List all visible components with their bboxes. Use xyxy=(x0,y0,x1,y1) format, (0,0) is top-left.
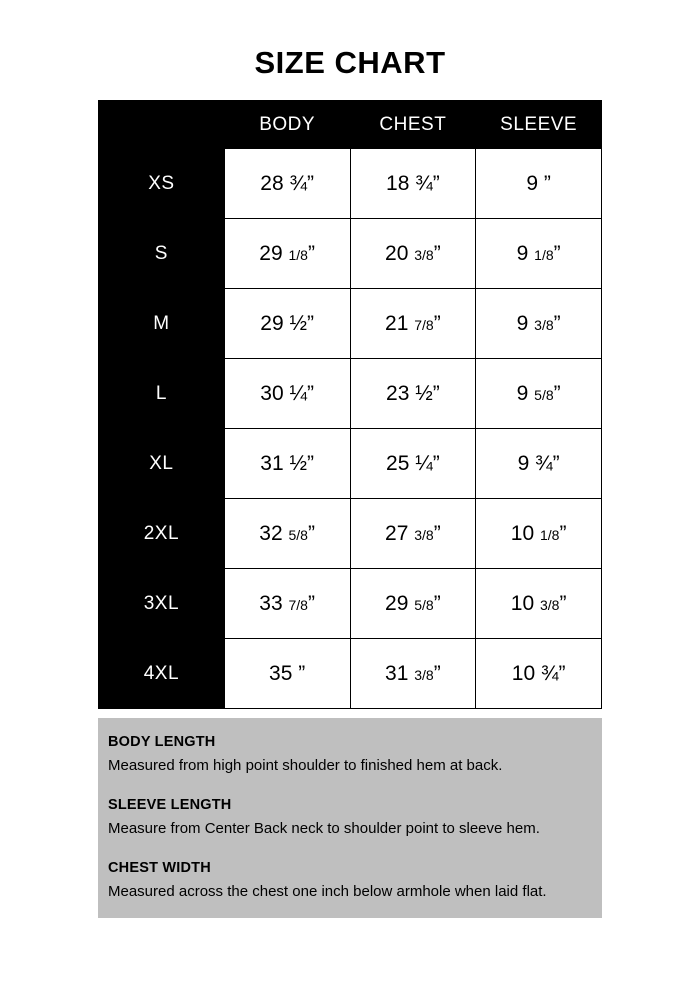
measure-fraction: ¾ xyxy=(540,661,559,685)
measure-whole: 9 xyxy=(516,311,529,335)
body-measurement xyxy=(224,359,350,429)
measure-whole: 10 xyxy=(510,591,535,615)
measure-whole: 25 xyxy=(386,451,410,475)
measure-whole: 27 xyxy=(385,521,409,545)
measure-unit: ” xyxy=(433,311,441,335)
table-header-chest: CHEST xyxy=(350,101,476,149)
measure-unit: ” xyxy=(306,451,314,475)
measure-unit: ” xyxy=(307,241,315,265)
measure-fraction: 3/8 xyxy=(414,666,434,683)
measure-whole: 33 xyxy=(259,591,283,615)
size-label: 4XL xyxy=(99,639,225,709)
sleeve-measurement xyxy=(476,219,602,289)
measure-unit: ” xyxy=(432,171,440,195)
measure-whole: 32 xyxy=(259,521,283,545)
sleeve-measurement xyxy=(476,569,602,639)
size-label: XL xyxy=(99,429,225,499)
size-label: 2XL xyxy=(99,499,225,569)
measure-fraction: 5/8 xyxy=(534,386,554,403)
measure-whole: 29 xyxy=(259,241,283,265)
table-header-row xyxy=(99,101,602,149)
measure-fraction: 1/8 xyxy=(539,526,560,543)
body-measurement xyxy=(224,639,350,709)
sleeve-measurement xyxy=(476,429,602,499)
table-header-sleeve: SLEEVE xyxy=(476,101,602,149)
measure-unit: ” xyxy=(306,311,314,335)
size-chart-table xyxy=(98,100,602,709)
measure-whole: 9 xyxy=(517,451,530,475)
measure-fraction: 5/8 xyxy=(414,596,434,613)
measure-fraction: 3/8 xyxy=(539,596,560,613)
measure-unit: ” xyxy=(559,591,567,615)
table-header xyxy=(99,101,602,149)
chest-measurement xyxy=(350,289,476,359)
sleeve-measurement xyxy=(476,149,602,219)
measure-fraction: 1/8 xyxy=(288,246,308,263)
measure-unit: ” xyxy=(433,591,441,615)
measure-unit: ” xyxy=(306,381,314,405)
size-label: XS xyxy=(99,149,225,219)
sleeve-measurement xyxy=(476,359,602,429)
table-body xyxy=(99,149,602,709)
body-measurement xyxy=(224,289,350,359)
measure-fraction: 5/8 xyxy=(288,526,308,543)
measure-whole: 30 xyxy=(260,381,284,405)
chest-measurement xyxy=(350,429,476,499)
sleeve-measurement xyxy=(476,639,602,709)
chest-measurement xyxy=(350,219,476,289)
body-measurement xyxy=(224,219,350,289)
measure-whole: 35 xyxy=(269,661,293,685)
measure-fraction: 3/8 xyxy=(414,246,434,263)
measure-unit: ” xyxy=(432,451,440,475)
table-row xyxy=(99,219,602,289)
measure-unit: ” xyxy=(543,171,551,195)
measure-fraction: ¼ xyxy=(415,451,433,475)
body-measurement xyxy=(224,149,350,219)
note-text: Measure from Center Back neck to shoulder point to sleeve hem. xyxy=(108,819,540,837)
table-row xyxy=(99,289,602,359)
measure-whole: 20 xyxy=(385,241,409,265)
measure-whole: 31 xyxy=(385,661,409,685)
measure-unit: ” xyxy=(432,381,440,405)
note-heading: CHEST WIDTH xyxy=(108,859,211,876)
measure-whole: 29 xyxy=(385,591,409,615)
table-row xyxy=(99,639,602,709)
table-row xyxy=(99,149,602,219)
table-row xyxy=(99,499,602,569)
measure-unit: ” xyxy=(553,381,561,405)
note-heading: BODY LENGTH xyxy=(108,734,216,750)
measure-unit: ” xyxy=(307,521,315,545)
size-label: L xyxy=(99,359,225,429)
measure-unit: ” xyxy=(553,311,561,335)
measure-fraction: ½ xyxy=(289,311,307,335)
measure-fraction: 3/8 xyxy=(414,526,434,543)
measure-whole: 21 xyxy=(385,311,409,335)
measure-fraction: ¼ xyxy=(289,381,307,405)
measure-fraction: ¾ xyxy=(289,171,307,195)
measure-whole: 9 xyxy=(516,381,529,405)
size-label: S xyxy=(99,219,225,289)
measure-unit: ” xyxy=(298,661,306,685)
measure-fraction: ¾ xyxy=(535,451,553,475)
measure-unit: ” xyxy=(559,521,567,545)
table-row xyxy=(99,569,602,639)
size-label: 3XL xyxy=(99,569,225,639)
measure-fraction: 3/8 xyxy=(534,316,554,333)
note-heading: SLEEVE LENGTH xyxy=(108,796,232,813)
measure-unit: ” xyxy=(558,661,566,685)
chest-measurement xyxy=(350,499,476,569)
measure-unit: ” xyxy=(306,171,314,195)
measure-fraction: ½ xyxy=(415,381,433,405)
measurement-notes xyxy=(98,718,602,918)
table-row xyxy=(99,359,602,429)
measure-unit: ” xyxy=(433,521,441,545)
measure-whole: 23 xyxy=(386,381,410,405)
page-title: SIZE CHART xyxy=(254,45,446,80)
measure-unit: ” xyxy=(553,241,561,265)
measure-whole: 28 xyxy=(260,171,284,195)
size-label: M xyxy=(99,289,225,359)
measure-unit: ” xyxy=(307,591,315,615)
measure-whole: 10 xyxy=(511,661,536,685)
body-measurement xyxy=(224,569,350,639)
note-text: Measured across the chest one inch below armhole when laid flat. xyxy=(108,882,547,900)
table-row xyxy=(99,429,602,499)
measure-unit: ” xyxy=(552,451,560,475)
body-measurement xyxy=(224,499,350,569)
sleeve-measurement xyxy=(476,499,602,569)
measure-fraction: 7/8 xyxy=(288,596,308,613)
measure-unit: ” xyxy=(433,661,441,685)
measure-whole: 18 xyxy=(386,171,410,195)
body-measurement xyxy=(224,429,350,499)
measure-fraction: 1/8 xyxy=(534,246,554,263)
table-header-body: BODY xyxy=(224,101,350,149)
measure-whole: 10 xyxy=(510,521,535,545)
note-text: Measured from high point shoulder to finished hem at back. xyxy=(108,757,503,775)
measure-fraction: ½ xyxy=(289,451,307,475)
chest-measurement xyxy=(350,639,476,709)
measure-fraction: 7/8 xyxy=(414,316,434,333)
chest-measurement xyxy=(350,359,476,429)
measure-fraction: ¾ xyxy=(415,171,433,195)
size-chart-table-wrap xyxy=(98,100,602,709)
measure-whole: 31 xyxy=(260,451,284,475)
sleeve-measurement xyxy=(476,289,602,359)
measure-whole: 9 xyxy=(526,171,539,195)
chest-measurement xyxy=(350,149,476,219)
measure-whole: 9 xyxy=(516,241,529,265)
measure-unit: ” xyxy=(433,241,441,265)
table-header-corner xyxy=(99,101,225,149)
measure-whole: 29 xyxy=(260,311,284,335)
chest-measurement xyxy=(350,569,476,639)
